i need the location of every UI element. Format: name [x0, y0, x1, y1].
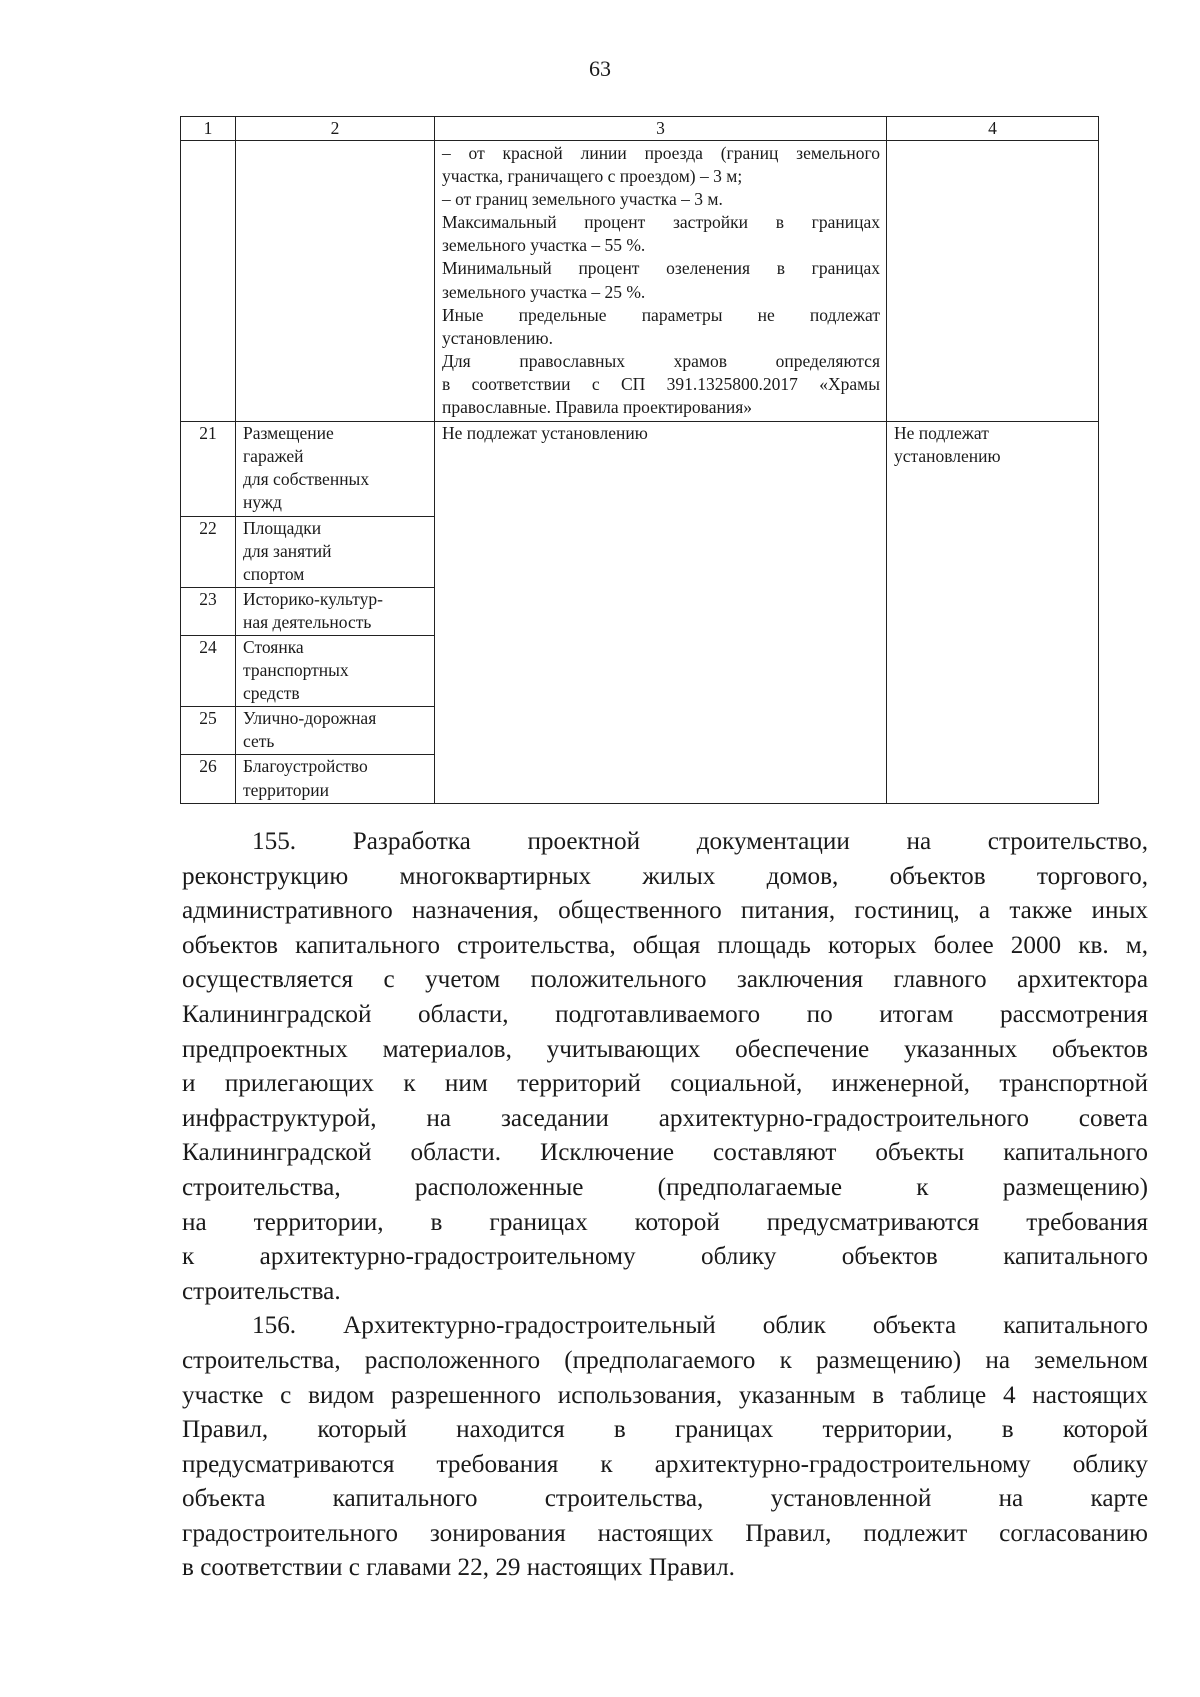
continuation-num-cell [181, 141, 236, 422]
paragraph-line: и прилегающих к ним территорий социальной, инженерной, транспортной [182, 1070, 1148, 1098]
row-number: 21 [181, 422, 236, 516]
permitted-use-line: средств [243, 683, 300, 704]
paragraph-line: инфраструктурой, на заседании архитектурно-градостроительного совета [182, 1104, 1148, 1132]
merged-restrictions-cell [887, 422, 1099, 804]
page-number: 63 [589, 56, 611, 81]
table-row [181, 422, 1099, 516]
paragraph-line: строительства. [182, 1277, 341, 1305]
restrictions-line: установлению [894, 446, 1001, 467]
paragraph-line: 156. Архитектурно-градостроительный облик объекта капитального [252, 1312, 1148, 1340]
permitted-use-cell [236, 755, 435, 803]
paragraph-line: к архитектурно-градостроительному облику объектов капитального [182, 1243, 1148, 1271]
permitted-use-line: транспортных [243, 660, 349, 681]
permitted-use-line: Площадки [243, 517, 322, 538]
permitted-use-line: нужд [243, 492, 282, 513]
row-number: 26 [181, 755, 236, 803]
column-number-1: 1 [181, 117, 236, 141]
paragraph-line: Калининградской области. Исключение составляют объекты капитального [182, 1139, 1148, 1167]
parameter-line: в соответствии с СП 391.1325800.2017 «Храмы [442, 373, 880, 394]
parameter-line: – от красной линии проезда (границ земельного [442, 143, 880, 163]
permitted-use-line: территории [243, 779, 329, 800]
continuation-row [181, 141, 1099, 422]
row-number: 23 [181, 587, 236, 635]
permitted-use-line: Размещение [243, 423, 334, 444]
parameter-line: – от границ земельного участка – 3 м. [442, 189, 723, 210]
permitted-use-line: спортом [243, 563, 305, 584]
paragraph-line: объектов капитального строительства, общая площадь которых более 2000 кв. м, [182, 931, 1148, 959]
parameter-line: Максимальный процент застройки в границах [442, 212, 880, 233]
paragraph-line: участке с видом разрешенного использования, указанным в таблице 4 настоящих [182, 1381, 1148, 1409]
parameter-line: установлению. [442, 327, 553, 348]
permitted-use-cell [236, 516, 435, 587]
paragraph-line: предусматриваются требования к архитектурно-градостроительному облику [182, 1450, 1148, 1478]
paragraph-line: Правил, который находится в границах территории, в которой [182, 1416, 1148, 1444]
parameter-line: Минимальный процент озеленения в границах [442, 258, 880, 279]
column-number-3: 3 [435, 117, 887, 141]
paragraph-line: реконструкцию многоквартирных жилых домов, объектов торгового, [182, 862, 1148, 890]
row-number: 25 [181, 707, 236, 755]
paragraph-line: объекта капитального строительства, установленной на карте [182, 1485, 1148, 1513]
column-number-4: 4 [887, 117, 1099, 141]
permitted-use-line: Благоустройство [243, 756, 368, 777]
continuation-restrictions-cell [887, 141, 1099, 422]
table-header-row [181, 117, 1099, 141]
continuation-parameters-cell [435, 141, 887, 422]
permitted-use-cell [236, 707, 435, 755]
body-text [182, 825, 1148, 1586]
parameter-line: православные. Правила проектирования» [442, 397, 753, 418]
permitted-use-cell [236, 422, 435, 516]
parameter-line: земельного участка – 25 %. [442, 281, 646, 302]
permitted-use-line: сеть [243, 731, 275, 752]
paragraph-line: Калининградской области, подготавливаемого по итогам рассмотрения [182, 1000, 1148, 1028]
parameter-line: земельного участка – 55 %. [442, 235, 646, 256]
permitted-use-line: ная деятельность [243, 611, 372, 632]
permitted-use-line: Стоянка [243, 636, 304, 657]
permitted-use-line: Улично-дорожная [243, 708, 377, 729]
paragraph-line: градостроительного зонирования настоящих Правил, подлежит согласованию [182, 1519, 1148, 1547]
parameter-line: Иные предельные параметры не подлежат [442, 304, 880, 325]
restrictions-line: Не подлежат [894, 423, 989, 444]
parameter-line: участка, граничащего с проездом) – 3 м; [442, 166, 743, 187]
permitted-use-cell [236, 635, 435, 706]
permitted-use-line: для занятий [243, 540, 332, 561]
permitted-use-line: Историко-культур- [243, 588, 383, 609]
paragraph-line: осуществляется с учетом положительного заключения главного архитектора [182, 966, 1148, 994]
permitted-use-line: для собственных [243, 469, 370, 490]
row-number: 22 [181, 516, 236, 587]
row-number: 24 [181, 635, 236, 706]
regulations-table [180, 116, 1099, 804]
continuation-use-cell [236, 141, 435, 422]
paragraph-line: строительства, расположенные (предполагаемые к размещению) [182, 1173, 1148, 1201]
column-number-2: 2 [236, 117, 435, 141]
permitted-use-cell [236, 587, 435, 635]
paragraph-line: административного назначения, общественного питания, гостиниц, а также иных [182, 897, 1148, 925]
paragraph-line: в соответствии с главами 22, 29 настоящих Правил. [182, 1554, 735, 1582]
permitted-use-line: гаражей [243, 446, 304, 467]
paragraph-line: на территории, в границах которой предусматриваются требования [182, 1208, 1148, 1236]
paragraph-line: предпроектных материалов, учитывающих обеспечение указанных объектов [182, 1035, 1148, 1063]
merged-parameters-cell: Не подлежат установлению [435, 422, 887, 804]
paragraph-line: 155. Разработка проектной документации на строительство, [252, 828, 1148, 855]
paragraph-line: строительства, расположенного (предполагаемого к размещению) на земельном [182, 1346, 1148, 1374]
parameter-line: Для православных храмов определяются [442, 350, 880, 371]
